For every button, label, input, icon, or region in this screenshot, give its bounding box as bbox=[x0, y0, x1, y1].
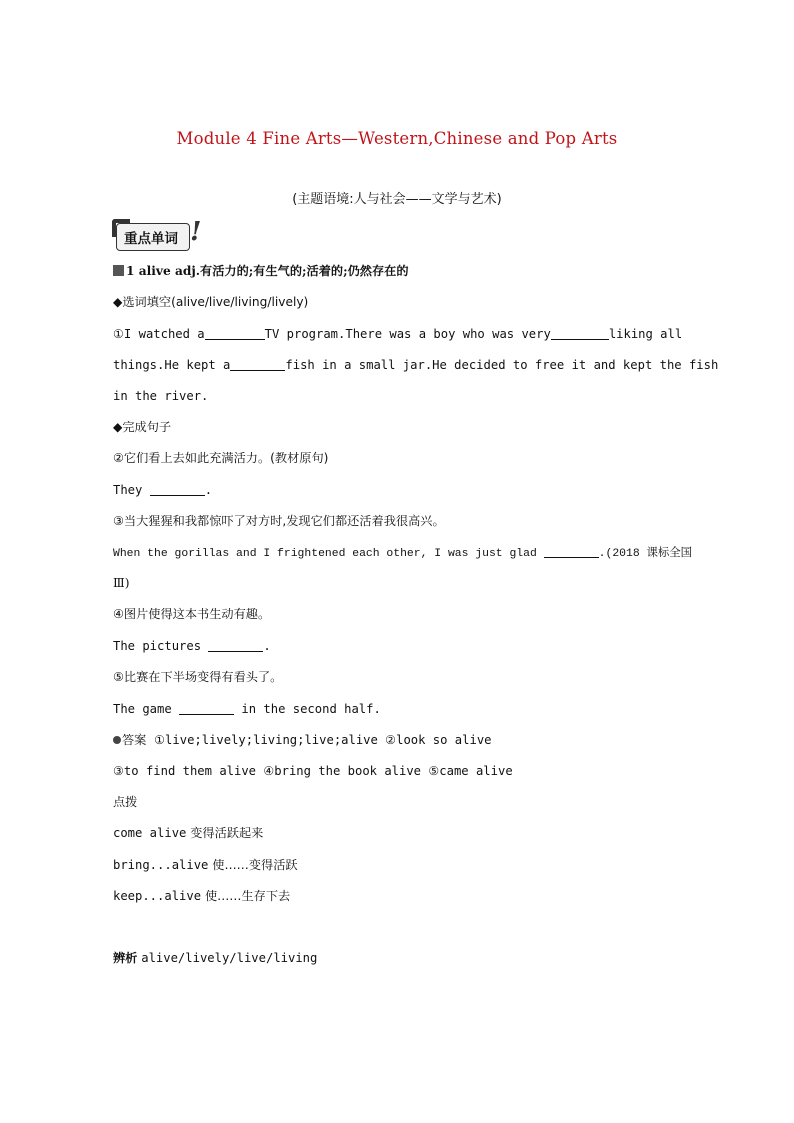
analysis-words: alive/lively/live/living bbox=[141, 951, 318, 965]
square-bullet-icon bbox=[113, 265, 124, 276]
answers-label: 答案 bbox=[122, 733, 147, 747]
text-segment: The pictures bbox=[113, 639, 202, 653]
answer-blank[interactable] bbox=[150, 483, 205, 496]
answer-blank[interactable] bbox=[230, 358, 285, 371]
answer-marker-icon bbox=[113, 736, 121, 744]
question-2-chinese: ②它们看上去如此充满活力。(教材原句) bbox=[113, 451, 329, 465]
text-segment: fish in a small jar.He decided to free it and kept the fish bbox=[285, 358, 719, 372]
text-segment: ①I watched a bbox=[113, 327, 205, 341]
text-segment: When the gorillas and I frightened each other, I was just glad bbox=[113, 548, 537, 560]
answer-blank[interactable] bbox=[179, 702, 234, 715]
tip-item-2 bbox=[113, 857, 298, 873]
question-4-chinese: ④图片使得这本书生动有趣。 bbox=[113, 607, 271, 621]
answer-blank[interactable] bbox=[544, 545, 599, 558]
question-5-english bbox=[113, 701, 381, 717]
fill-choose-heading: ◆选词填空(alive/live/living/lively) bbox=[113, 295, 309, 309]
tip-meaning: 变得活跃起来 bbox=[190, 826, 264, 840]
exclamation-icon: ! bbox=[190, 217, 202, 247]
text-segment: . bbox=[204, 483, 213, 497]
answers-text: ①live;lively;living;live;alive ②look so alive bbox=[154, 733, 492, 747]
text-segment: TV program.There was a boy who was very bbox=[264, 327, 551, 341]
fill-choose-line-1 bbox=[113, 326, 682, 342]
question-3-english bbox=[113, 545, 692, 562]
analysis-label: 辨析 bbox=[113, 951, 138, 965]
question-3-source-continued: Ⅲ) bbox=[113, 576, 130, 590]
fill-choose-line-2 bbox=[113, 357, 718, 373]
text-segment: .(2018 课标全国 bbox=[598, 548, 693, 560]
text-segment: The game bbox=[113, 702, 172, 716]
text-segment: . bbox=[263, 639, 271, 653]
tip-item-3 bbox=[113, 888, 290, 904]
answers-line-2: ③to find them alive ④bring the book alive ⑤came alive bbox=[113, 764, 513, 778]
section-badge bbox=[116, 217, 202, 251]
tip-item-1 bbox=[113, 825, 263, 841]
tips-heading: 点拨 bbox=[113, 795, 138, 809]
question-3-chinese: ③当大猩猩和我都惊吓了对方时,发现它们都还活着我很高兴。 bbox=[113, 514, 445, 528]
question-5-chinese: ⑤比赛在下半场变得有看头了。 bbox=[113, 670, 283, 684]
vocab-entry bbox=[113, 263, 409, 279]
answer-blank[interactable] bbox=[551, 327, 609, 340]
tip-phrase: bring...alive bbox=[113, 858, 209, 872]
tip-phrase: come alive bbox=[113, 826, 187, 840]
vocab-entry-head: 1 alive adj.有活力的;有生气的;活着的;仍然存在的 bbox=[126, 264, 409, 278]
tip-meaning: 使……生存下去 bbox=[204, 889, 291, 903]
text-segment: They bbox=[113, 483, 143, 497]
analysis-line bbox=[113, 950, 317, 966]
theme-context: (主题语境:人与社会——文学与艺术) bbox=[292, 192, 502, 207]
answers-line-1 bbox=[113, 732, 492, 748]
tip-phrase: keep...alive bbox=[113, 889, 202, 903]
text-segment: liking all bbox=[608, 327, 683, 341]
text-segment: things.He kept a bbox=[113, 358, 231, 372]
fill-choose-line-3: in the river. bbox=[113, 389, 209, 403]
answer-blank[interactable] bbox=[208, 639, 263, 652]
page-title: Module 4 Fine Arts—Western,Chinese and Pop Arts bbox=[176, 129, 618, 148]
question-4-english bbox=[113, 638, 271, 654]
text-segment: in the second half. bbox=[241, 702, 381, 716]
question-2-english bbox=[113, 482, 212, 498]
answer-blank[interactable] bbox=[205, 327, 265, 340]
badge-label: 重点单词 bbox=[124, 231, 178, 247]
complete-heading: ◆完成句子 bbox=[113, 420, 172, 434]
tip-meaning: 使……变得活跃 bbox=[212, 858, 298, 872]
